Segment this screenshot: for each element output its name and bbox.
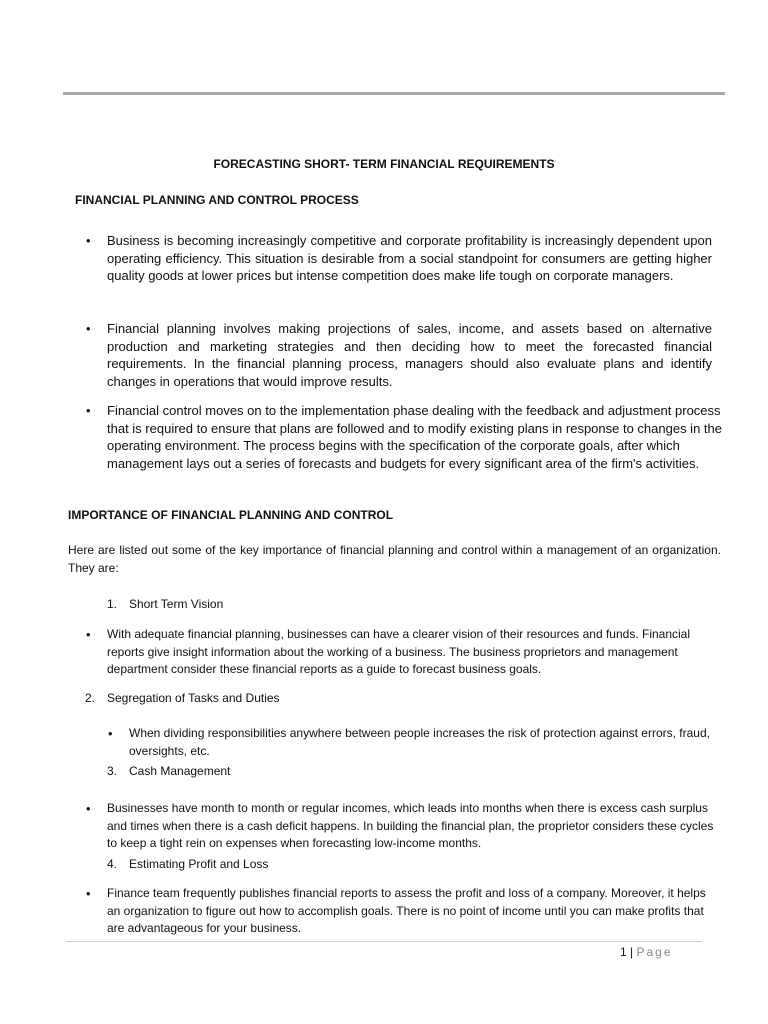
page-number: 1: [620, 945, 627, 959]
footer-separator: |: [630, 945, 634, 959]
item3-text: Businesses have month to month or regular incomes, which leads into months when there is excess cash surplus and times when there is a cash deficit happens. In building the financial plan, the proprietor considers these cycles to keep a tight rein on expenses when forecasting low-income months.: [107, 801, 714, 850]
page-footer: [620, 945, 710, 959]
item2-title: Segregation of Tasks and Duties: [107, 691, 280, 705]
item3-number: 3.: [107, 764, 118, 778]
bullet-icon: •: [86, 886, 91, 901]
item4-title: Estimating Profit and Loss: [129, 857, 269, 871]
page-label: Page: [636, 945, 673, 959]
item4-number: 4.: [107, 857, 118, 871]
item1-text: With adequate financial planning, businesses can have a clearer vision of their resources and funds. Financial reports give insight information about the working of a business. The business proprietors and management department consider these financial reports as a guide to forecast business goals.: [107, 627, 691, 676]
bullet-icon: •: [86, 233, 91, 248]
item4-text: Finance team frequently publishes financial reports to assess the profit and loss of a company. Moreover, it helps an organization to figure out how to accomplish goals. There is no point of income until you can make profits that are advantageous for your business.: [107, 886, 706, 935]
item3-title: Cash Management: [129, 764, 231, 778]
bullet-icon: •: [86, 403, 91, 418]
bullet-icon: •: [86, 321, 91, 336]
section2-heading: IMPORTANCE OF FINANCIAL PLANNING AND CONTROL: [68, 508, 394, 522]
bullet-icon: •: [86, 801, 91, 816]
section1-bullet-2: Financial planning involves making projections of sales, income, and assets based on alternative production and marketing strategies and then deciding how to meet the forecasted financial requirements. In the financial planning process, managers should also evaluate plans and identify changes in operations that would improve results.: [107, 321, 712, 389]
item1-number: 1.: [107, 597, 118, 611]
document-title: FORECASTING SHORT- TERM FINANCIAL REQUIREMENTS: [213, 157, 555, 171]
section1-bullet-3: Financial control moves on to the implementation phase dealing with the feedback and adjustment process that is required to ensure that plans are followed and to modify existing plans in response to changes in the operating environment. The process begins with the specification of the corporate goals, after which management lays out a series of forecasts and budgets for every significant area of the firm's activities.: [107, 403, 722, 471]
item1-title: Short Term Vision: [129, 597, 224, 611]
footer-rule: [66, 941, 702, 942]
header-rule: [63, 92, 725, 95]
section1-heading: FINANCIAL PLANNING AND CONTROL PROCESS: [75, 193, 359, 207]
bullet-icon: •: [108, 726, 113, 741]
bullet-icon: •: [86, 627, 91, 642]
item2-number: 2.: [85, 691, 96, 705]
section2-intro: Here are listed out some of the key importance of financial planning and control within a management of an organization. They are:: [68, 543, 721, 575]
item2-text: When dividing responsibilities anywhere between people increases the risk of protection against errors, fraud, oversights, etc.: [129, 726, 710, 758]
section1-bullet-1: Business is becoming increasingly competitive and corporate profitability is increasingly dependent upon operating efficiency. This situation is desirable from a social standpoint for consumers are getting higher quality goods at lower prices but intense competition does make life tough on corporate managers.: [107, 233, 712, 283]
